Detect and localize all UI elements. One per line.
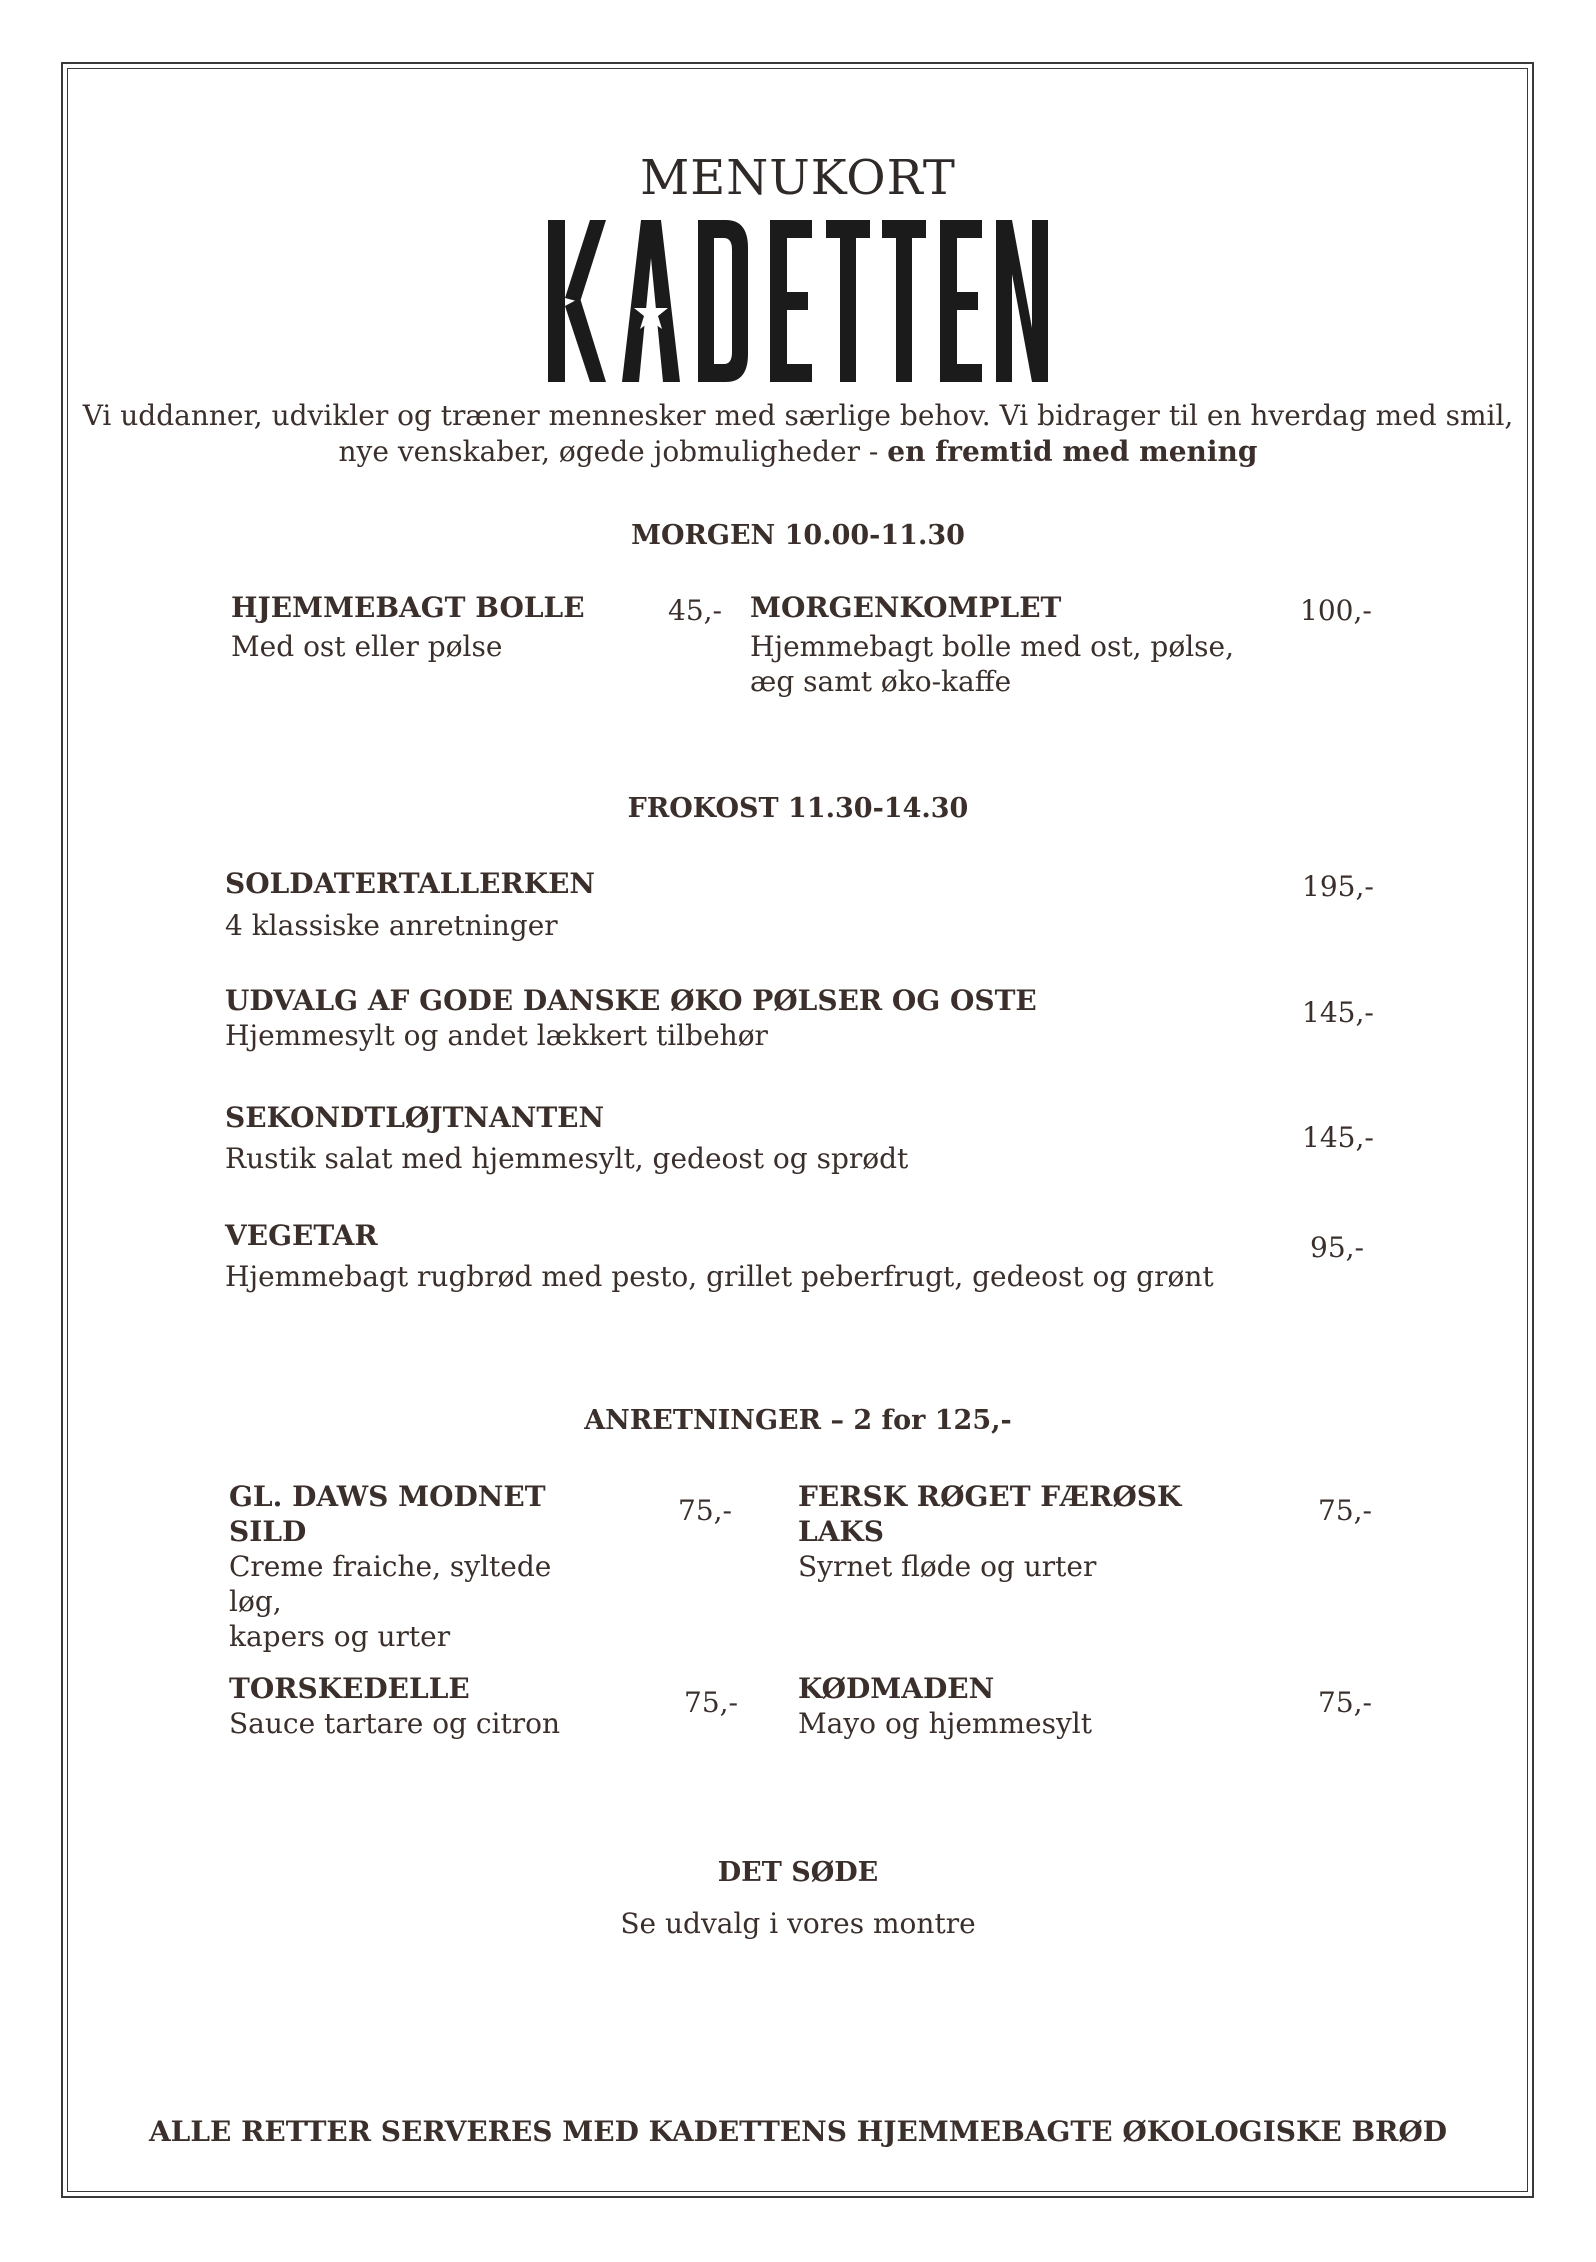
section-title-sode: DET SØDE [717, 1857, 879, 1888]
item-price: 75,- [678, 1494, 732, 1527]
intro-line-2: nye venskaber, øgede jobmuligheder - en fremtid med mening [338, 435, 1258, 468]
item-desc: Mayo og hjemmesylt [798, 1707, 1092, 1740]
menu-item [225, 983, 1275, 1053]
item-desc: Syrnet fløde og urter [798, 1550, 1097, 1583]
item-price: 145,- [1302, 996, 1374, 1029]
menu-item [231, 590, 731, 664]
menu-subtitle: MENUKORT [640, 150, 956, 206]
item-name: GL. DAWS MODNET [229, 1480, 546, 1513]
item-price: 75,- [1318, 1686, 1372, 1719]
item-desc: Rustik salat med hjemmesylt, gedeost og sprødt [225, 1142, 909, 1175]
item-name: VEGETAR [225, 1219, 378, 1252]
menu-item [225, 866, 1275, 943]
item-desc: Creme fraiche, syltede løg, [229, 1550, 552, 1618]
item-price: 45,- [668, 594, 722, 627]
menu-item [750, 590, 1270, 699]
menu-item [798, 1479, 1218, 1584]
item-name: SEKONDTLØJTNANTEN [225, 1101, 605, 1134]
item-desc: Hjemmesylt og andet lækkert tilbehør [225, 1019, 768, 1052]
sode-desc: Se udvalg i vores montre [620, 1907, 976, 1940]
item-price: 145,- [1302, 1121, 1374, 1154]
item-name: TORSKEDELLE [229, 1672, 470, 1705]
item-price: 100,- [1300, 594, 1372, 627]
section-title-frokost: FROKOST 11.30-14.30 [627, 793, 969, 824]
kadetten-logo [0, 218, 1596, 386]
item-desc: Hjemmebagt bolle med ost, pølse, [750, 630, 1234, 663]
item-desc: Sauce tartare og citron [229, 1707, 561, 1740]
item-name: MORGENKOMPLET [750, 591, 1062, 624]
item-name: SILD [229, 1515, 307, 1548]
footer-note: ALLE RETTER SERVERES MED KADETTENS HJEMMEBAGTE ØKOLOGISKE BRØD [148, 2115, 1448, 2148]
item-price: 75,- [1318, 1494, 1372, 1527]
menu-item [229, 1479, 609, 1654]
item-price: 95,- [1310, 1231, 1364, 1264]
item-name: UDVALG AF GODE DANSKE ØKO PØLSER OG OSTE [225, 984, 1037, 1017]
menu-item [225, 1218, 1275, 1294]
item-name: HJEMMEBAGT BOLLE [231, 591, 585, 624]
item-name: SOLDATERTALLERKEN [225, 867, 596, 900]
item-desc: Med ost eller pølse [231, 630, 503, 663]
menu-item [229, 1671, 609, 1741]
item-price: 75,- [684, 1686, 738, 1719]
item-desc: Hjemmebagt rugbrød med pesto, grillet peberfrugt, gedeost og grønt [225, 1260, 1214, 1293]
kadetten-wordmark [548, 218, 1048, 386]
section-title-anretninger: ANRETNINGER – 2 for 125,- [584, 1405, 1012, 1436]
menu-item [225, 1100, 1275, 1176]
item-name: FERSK RØGET FÆRØSK [798, 1480, 1182, 1513]
item-price: 195,- [1302, 870, 1374, 903]
intro-line-1: Vi uddanner, udvikler og træner mennesker med særlige behov. Vi bidrager til en hverdag med smil, [82, 399, 1514, 432]
section-title-morgen: MORGEN 10.00-11.30 [631, 520, 965, 551]
item-name: LAKS [798, 1515, 884, 1548]
intro-emphasis: en fremtid med mening [887, 435, 1258, 468]
item-desc: kapers og urter [229, 1620, 451, 1653]
menu-item [798, 1671, 1218, 1741]
item-desc: 4 klassiske anretninger [225, 909, 558, 942]
item-desc: æg samt øko-kaffe [750, 665, 1012, 698]
item-name: KØDMADEN [798, 1672, 995, 1705]
intro-text [0, 398, 1596, 470]
